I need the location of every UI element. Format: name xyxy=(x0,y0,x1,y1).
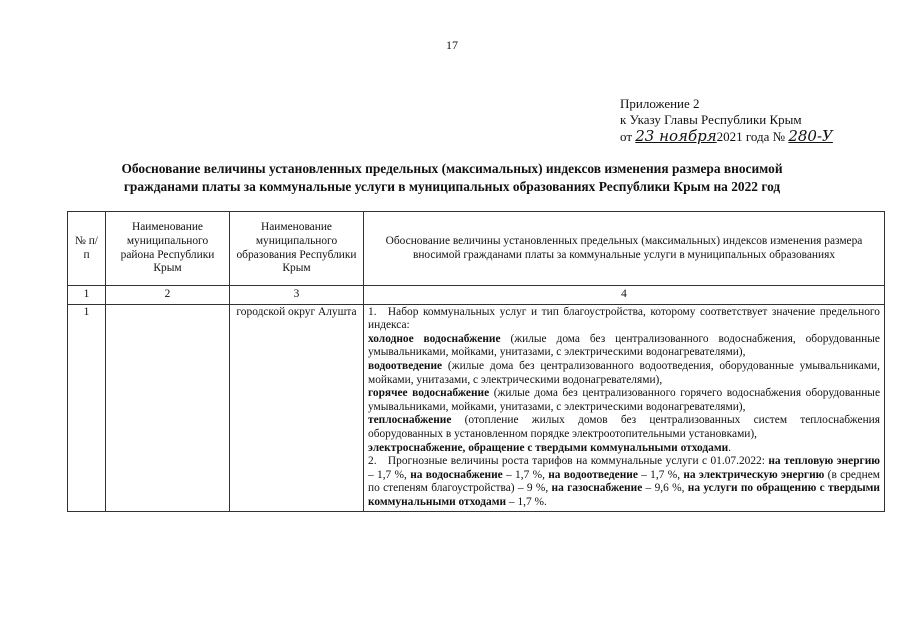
column-number-4: 4 xyxy=(364,286,885,305)
header-num: № п/п xyxy=(68,212,106,286)
column-number-3: 3 xyxy=(230,286,364,305)
appendix-block xyxy=(620,96,833,145)
services-intro: 1. Набор коммунальных услуг и тип благоустройства, которому соответствует значение предельного индекса: xyxy=(368,305,880,332)
table-row xyxy=(68,304,885,511)
row-justification xyxy=(364,304,885,511)
date-suffix: 2021 года № xyxy=(716,129,786,144)
service-sewerage: водоотведение (жилые дома без централизованного водоотведения, оборудованные умывальниками, мойками, унитазами, с электрическими водонагревателями), xyxy=(368,359,880,386)
appendix-line2: к Указу Главы Республики Крым xyxy=(620,112,802,127)
service-hot-water: горячее водоснабжение (жилые дома без централизованного горячего водоснабжения оборудованные умывальниками, мойками, унитазами, с электрическими водонагревателями), xyxy=(368,387,881,413)
justification-table xyxy=(67,211,885,512)
date-prefix: от xyxy=(620,129,633,144)
appendix-date-line xyxy=(620,128,833,145)
handwritten-number: 280-У xyxy=(788,127,833,145)
table-header-row xyxy=(68,212,885,286)
service-cold-water: холодное водоснабжение (жилые дома без централизованного водоснабжения, оборудованные умывальниками, мойками, унитазами, с электрическими водонагревателями), xyxy=(368,332,880,359)
title-line1: Обоснование величины установленных предельных (максимальных) индексов изменения размера вносимой xyxy=(121,161,783,176)
handwritten-date: 23 ноября xyxy=(635,127,717,145)
header-district: Наименование муниципального района Республики Крым xyxy=(106,212,230,286)
page-number: 17 xyxy=(446,38,458,52)
row-district xyxy=(106,304,230,511)
column-number-row xyxy=(68,286,885,305)
service-electricity-waste: электроснабжение, обращение с твердыми коммунальными отходами. xyxy=(368,441,732,454)
service-heating: теплоснабжение (отопление жилых домов без централизованных систем теплоснабжения оборудованных в установленном порядке электроотопительными установками), xyxy=(368,414,880,440)
tariff-forecast: 2. Прогнозные величины роста тарифов на коммунальные услуги с 01.07.2022: на тепловую энергию – 1,7 %, на водоснабжение – 1,7 %, на водоотведение – 1,7 %, на электрическую энергию (в среднем по степеням благоустройства) – 9 %, на газоснабжение – 9,6 %, на услуги по обращению с твердыми коммунальными отходами – 1,7 %. xyxy=(368,455,880,508)
header-municipality: Наименование муниципального образования Республики Крым xyxy=(230,212,364,286)
appendix-line1: Приложение 2 xyxy=(620,96,700,111)
title-line2: гражданами платы за коммунальные услуги в муниципальных образованиях Республики Крым на 2022 год xyxy=(123,179,781,194)
header-justification: Обоснование величины установленных предельных (максимальных) индексов изменения размера вносимой гражданами платы за коммунальные услуги в муниципальных образованиях xyxy=(364,212,885,286)
column-number-1: 1 xyxy=(68,286,106,305)
document-title xyxy=(60,160,844,196)
column-number-2: 2 xyxy=(106,286,230,305)
row-municipality: городской округ Алушта xyxy=(230,304,364,511)
row-num: 1 xyxy=(68,304,106,511)
